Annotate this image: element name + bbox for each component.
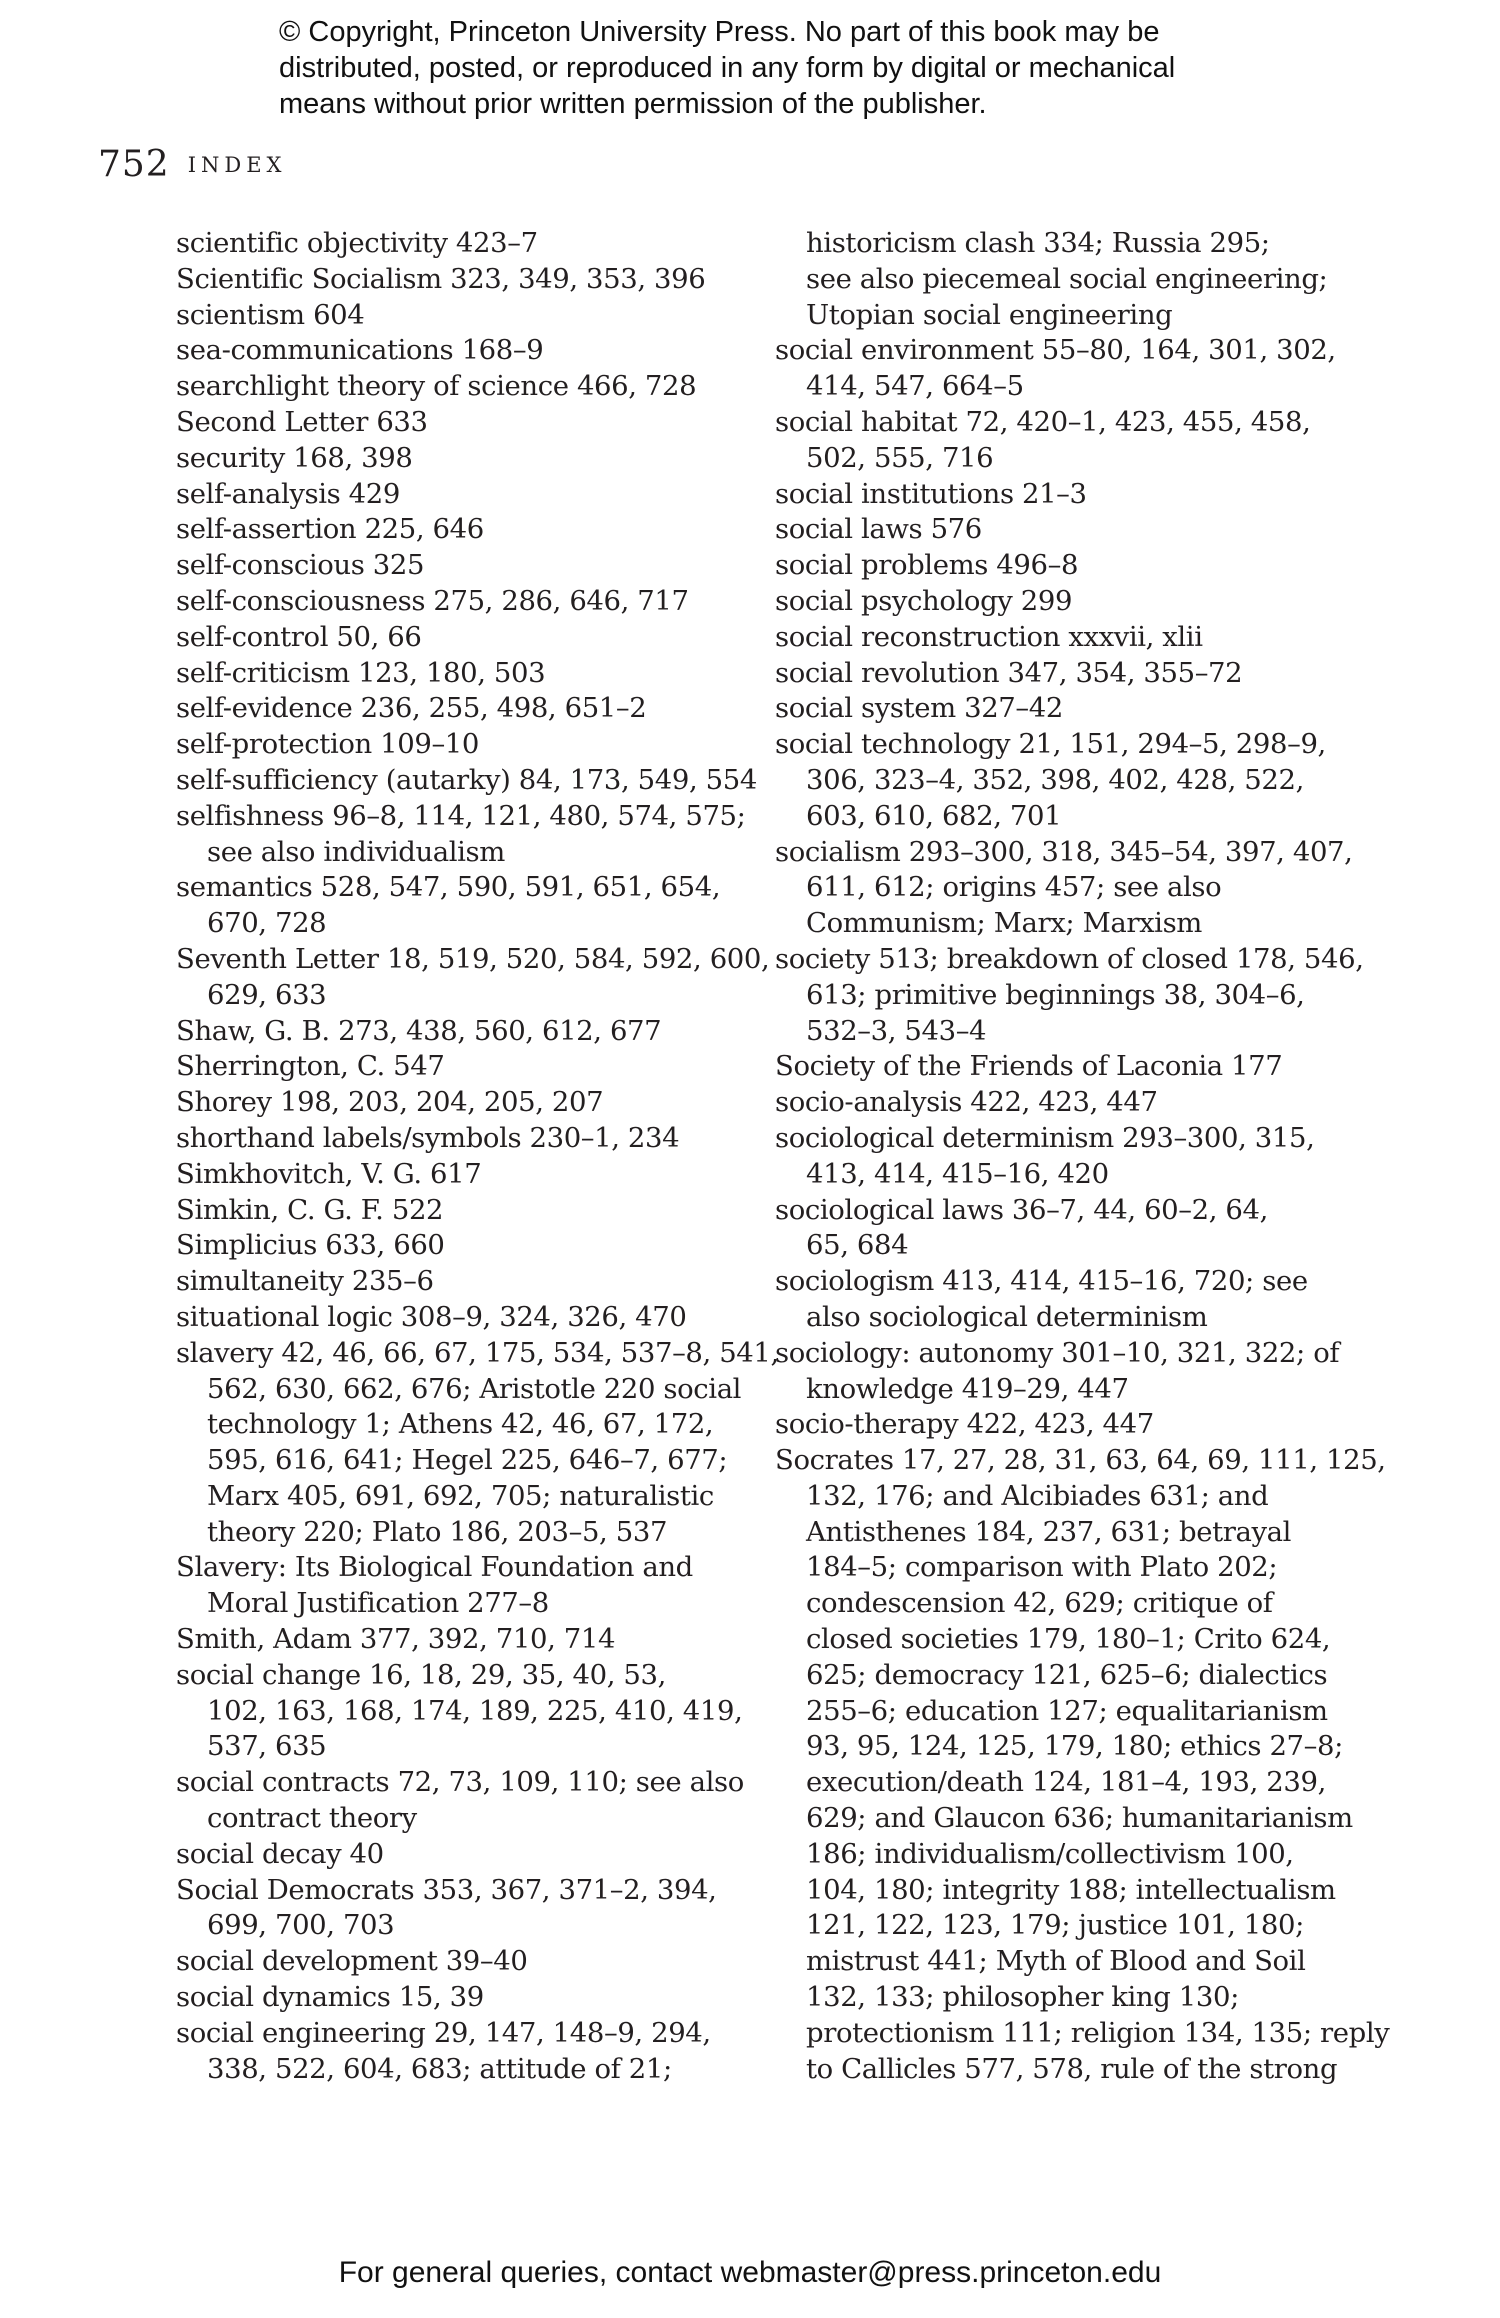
- index-entry-line: social habitat 72, 420–1, 423, 455, 458,: [775, 405, 1311, 438]
- copyright-line: © Copyright, Princeton University Press. No part of this book may be: [279, 16, 1160, 48]
- index-entry-line: Society of the Friends of Laconia 177: [775, 1050, 1283, 1083]
- index-entry-line: execution/death 124, 181–4, 193, 239,: [806, 1766, 1326, 1799]
- index-entry-line: contract theory: [207, 1802, 417, 1835]
- index-entry-line: social environment 55–80, 164, 301, 302,: [775, 334, 1336, 367]
- index-entry-line: 537, 635: [207, 1730, 327, 1763]
- index-entry-line: searchlight theory of science 466, 728: [176, 370, 697, 403]
- index-entry-line: 132, 133; philosopher king 130;: [806, 1981, 1239, 2014]
- index-entry-line: social decay 40: [176, 1837, 384, 1870]
- index-entry-line: social technology 21, 151, 294–5, 298–9,: [775, 728, 1326, 761]
- index-entry-line: sociology: autonomy 301–10, 321, 322; of: [775, 1336, 1340, 1369]
- index-entry-line: protectionism 111; religion 134, 135; reply: [806, 2016, 1390, 2049]
- index-entry-line: 414, 547, 664–5: [806, 370, 1024, 403]
- index-entry-line: 132, 176; and Alcibiades 631; and: [806, 1479, 1269, 1512]
- index-entry-line: theory 220; Plato 186, 203–5, 537: [207, 1515, 668, 1548]
- copyright-line: distributed, posted, or reproduced in any form by digital or mechanical: [279, 52, 1176, 84]
- copyright-line: means without prior written permission of the publisher.: [279, 88, 987, 120]
- index-entry-line: social contracts 72, 73, 109, 110; see also: [176, 1766, 744, 1799]
- index-entry-line: self-analysis 429: [176, 477, 400, 510]
- index-entry-line: see also piecemeal social engineering;: [806, 262, 1328, 295]
- index-entry-line: Antisthenes 184, 237, 631; betrayal: [806, 1515, 1292, 1548]
- index-entry-line: social psychology 299: [775, 584, 1073, 617]
- index-entry-line: security 168, 398: [176, 441, 413, 474]
- index-entry-line: simultaneity 235–6: [176, 1265, 434, 1298]
- index-entry-line: 255–6; education 127; equalitarianism: [806, 1694, 1328, 1727]
- index-entry-line: 603, 610, 682, 701: [806, 799, 1062, 832]
- index-entry-line: situational logic 308–9, 324, 326, 470: [176, 1300, 687, 1333]
- index-entry-line: social institutions 21–3: [775, 477, 1087, 510]
- index-entry-line: 613; primitive beginnings 38, 304–6,: [806, 978, 1305, 1011]
- index-entry-line: Second Letter 633: [176, 405, 428, 438]
- index-entry-line: 121, 122, 123, 179; justice 101, 180;: [806, 1909, 1304, 1942]
- index-entry-line: 186; individualism/collectivism 100,: [806, 1837, 1294, 1870]
- index-entry-line: Simplicius 633, 660: [176, 1229, 445, 1262]
- index-entry-line: social reconstruction xxxvii, xlii: [775, 620, 1203, 653]
- index-entry-line: Slavery: Its Biological Foundation and: [176, 1551, 693, 1584]
- index-entry-line: Scientific Socialism 323, 349, 353, 396: [176, 262, 706, 295]
- index-entry-line: 184–5; comparison with Plato 202;: [806, 1551, 1278, 1584]
- index-entry-line: sociological laws 36–7, 44, 60–2, 64,: [775, 1193, 1268, 1226]
- index-entry-line: Socrates 17, 27, 28, 31, 63, 64, 69, 111, 125,: [775, 1444, 1386, 1477]
- index-entry-line: Seventh Letter 18, 519, 520, 584, 592, 600,: [176, 942, 770, 975]
- index-entry-line: self-sufficiency (autarky) 84, 173, 549, 554: [176, 763, 757, 796]
- index-entry-line: 104, 180; integrity 188; intellectualism: [806, 1873, 1336, 1906]
- index-entry-line: society 513; breakdown of closed 178, 546,: [775, 942, 1364, 975]
- index-entry-line: social laws 576: [775, 513, 982, 546]
- index-entry-line: 306, 323–4, 352, 398, 402, 428, 522,: [806, 763, 1304, 796]
- index-entry-line: self-conscious 325: [176, 549, 425, 582]
- index-entry-line: selfishness 96–8, 114, 121, 480, 574, 575;: [176, 799, 746, 832]
- index-entry-line: Communism; Marx; Marxism: [806, 907, 1202, 940]
- index-entry-line: sea-communications 168–9: [176, 334, 544, 367]
- index-entry-line: Sherrington, C. 547: [176, 1050, 445, 1083]
- index-entry-line: 502, 555, 716: [806, 441, 994, 474]
- index-entry-line: 532–3, 543–4: [806, 1014, 987, 1047]
- index-entry-line: self-assertion 225, 646: [176, 513, 484, 546]
- index-entry-line: 595, 616, 641; Hegel 225, 646–7, 677;: [207, 1444, 728, 1477]
- index-entry-line: to Callicles 577, 578, rule of the strong: [806, 2052, 1338, 2085]
- index-entry-line: semantics 528, 547, 590, 591, 651, 654,: [176, 871, 721, 904]
- index-entry-line: social change 16, 18, 29, 35, 40, 53,: [176, 1658, 666, 1691]
- index-entry-line: 413, 414, 415–16, 420: [806, 1157, 1109, 1190]
- index-column-right: [775, 226, 1390, 2087]
- index-entry-line: 611, 612; origins 457; see also: [806, 871, 1222, 904]
- index-entry-line: social revolution 347, 354, 355–72: [775, 656, 1243, 689]
- index-entry-line: mistrust 441; Myth of Blood and Soil: [806, 1945, 1306, 1978]
- index-entry-line: self-control 50, 66: [176, 620, 422, 653]
- index-entry-line: self-protection 109–10: [176, 728, 479, 761]
- index-entry-line: slavery 42, 46, 66, 67, 175, 534, 537–8, 541,: [176, 1336, 779, 1369]
- index-entry-line: Social Democrats 353, 367, 371–2, 394,: [176, 1873, 717, 1906]
- section-title: INDEX: [187, 153, 287, 177]
- index-entry-line: sociologism 413, 414, 415–16, 720; see: [775, 1265, 1308, 1298]
- index-entry-line: 699, 700, 703: [207, 1909, 395, 1942]
- index-entry-line: socialism 293–300, 318, 345–54, 397, 407,: [775, 835, 1353, 868]
- footer-contact: For general queries, contact webmaster@press.princeton.edu: [338, 2256, 1162, 2289]
- index-entry-line: 625; democracy 121, 625–6; dialectics: [806, 1658, 1328, 1691]
- index-entry-line: 629, 633: [207, 978, 327, 1011]
- index-entry-line: socio-analysis 422, 423, 447: [775, 1086, 1158, 1119]
- index-entry-line: socio-therapy 422, 423, 447: [775, 1408, 1154, 1441]
- index-entry-line: condescension 42, 629; critique of: [806, 1587, 1273, 1620]
- copyright-notice: [279, 14, 1279, 122]
- index-entry-line: 102, 163, 168, 174, 189, 225, 410, 419,: [207, 1694, 743, 1727]
- index-entry-line: self-consciousness 275, 286, 646, 717: [176, 584, 689, 617]
- index-entry-line: social development 39–40: [176, 1945, 528, 1978]
- page-number: 752: [98, 144, 170, 185]
- index-entry-line: 65, 684: [806, 1229, 909, 1262]
- index-entry-line: 93, 95, 124, 125, 179, 180; ethics 27–8;: [806, 1730, 1343, 1763]
- index-entry-line: historicism clash 334; Russia 295;: [806, 227, 1270, 259]
- index-entry-line: Shorey 198, 203, 204, 205, 207: [176, 1086, 604, 1119]
- index-entry-line: knowledge 419–29, 447: [806, 1372, 1129, 1405]
- index-entry-line: 338, 522, 604, 683; attitude of 21;: [207, 2052, 672, 2085]
- index-entry-line: Simkhovitch, V. G. 617: [176, 1157, 482, 1190]
- index-entry-line: Marx 405, 691, 692, 705; naturalistic: [207, 1479, 714, 1512]
- index-entry-line: Shaw, G. B. 273, 438, 560, 612, 677: [176, 1014, 662, 1047]
- index-entry-line: social system 327–42: [775, 692, 1063, 725]
- index-entry-line: 670, 728: [207, 907, 327, 940]
- index-entry-line: social problems 496–8: [775, 549, 1079, 582]
- index-entry-line: see also individualism: [207, 835, 505, 868]
- index-entry-line: also sociological determinism: [806, 1300, 1208, 1333]
- index-entry-line: social dynamics 15, 39: [176, 1981, 484, 2014]
- index-entry-line: sociological determinism 293–300, 315,: [775, 1121, 1315, 1154]
- index-entry-line: scientific objectivity 423–7: [176, 227, 538, 259]
- index-entry-line: shorthand labels/symbols 230–1, 234: [176, 1121, 680, 1154]
- index-entry-line: technology 1; Athens 42, 46, 67, 172,: [207, 1408, 714, 1441]
- index-entry-line: Utopian social engineering: [806, 298, 1173, 331]
- index-entry-line: Simkin, C. G. F. 522: [176, 1193, 444, 1226]
- index-entry-line: closed societies 179, 180–1; Crito 624,: [806, 1623, 1331, 1656]
- index-entry-line: Smith, Adam 377, 392, 710, 714: [176, 1623, 616, 1656]
- index-entry-line: Moral Justification 277–8: [207, 1587, 549, 1620]
- index-column-left: [176, 226, 779, 2087]
- index-entry-line: self-evidence 236, 255, 498, 651–2: [176, 692, 647, 725]
- running-head: [98, 144, 287, 185]
- index-entry-line: self-criticism 123, 180, 503: [176, 656, 546, 689]
- index-entry-line: social engineering 29, 147, 148–9, 294,: [176, 2016, 711, 2049]
- index-entry-line: scientism 604: [176, 298, 365, 331]
- index-entry-line: 629; and Glaucon 636; humanitarianism: [806, 1802, 1353, 1835]
- index-entry-line: 562, 630, 662, 676; Aristotle 220 social: [207, 1372, 742, 1405]
